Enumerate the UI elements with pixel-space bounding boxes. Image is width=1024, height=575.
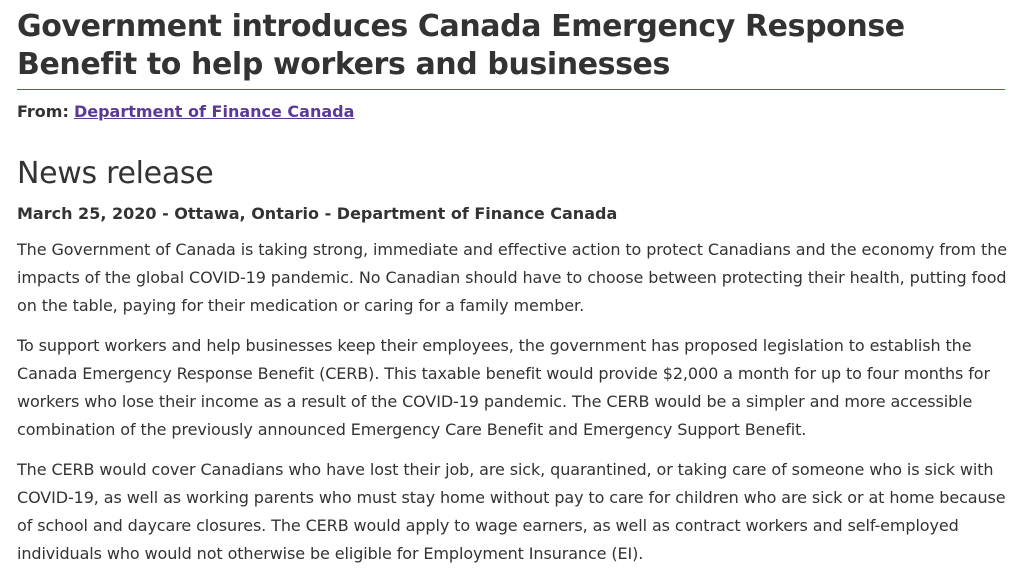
dateline: March 25, 2020 - Ottawa, Ontario - Department of Finance Canada: [17, 204, 618, 223]
paragraph-2: To support workers and help businesses keep their employees, the government has proposed legislation to establish the Canada Emergency Response Benefit (CERB). This taxable benefit would provide $2,000 a month for up to four months for workers who lose their income as a result of the COVID-19 pandemic. The CERB would be a simpler and more accessible combination of the previously announced Emergency Care Benefit and Emergency Support Benefit.: [17, 336, 990, 439]
paragraph-3: The CERB would cover Canadians who have lost their job, are sick, quarantined, or taking care of someone who is sick with COVID-19, as well as working parents who must stay home without pay to care for children who are sick or at home because of school and daycare closures. The CERB would apply to wage earners, as well as contract workers and self-employed individuals who would not otherwise be eligible for Employment Insurance (EI).: [17, 460, 1006, 563]
paragraph-1: The Government of Canada is taking strong, immediate and effective action to protect Canadians and the economy from the impacts of the global COVID-19 pandemic. No Canadian should have to choose between protecting their health, putting food on the table, paying for their medication or caring for a family member.: [17, 240, 1007, 315]
department-link[interactable]: Department of Finance Canada: [73, 102, 355, 121]
from-label: From:: [17, 102, 69, 121]
from-line: [17, 102, 1007, 122]
page-title: Government introduces Canada Emergency Response Benefit to help workers and businesses: [17, 9, 905, 82]
section-heading: News release: [17, 156, 214, 191]
title-divider: [17, 89, 1005, 90]
